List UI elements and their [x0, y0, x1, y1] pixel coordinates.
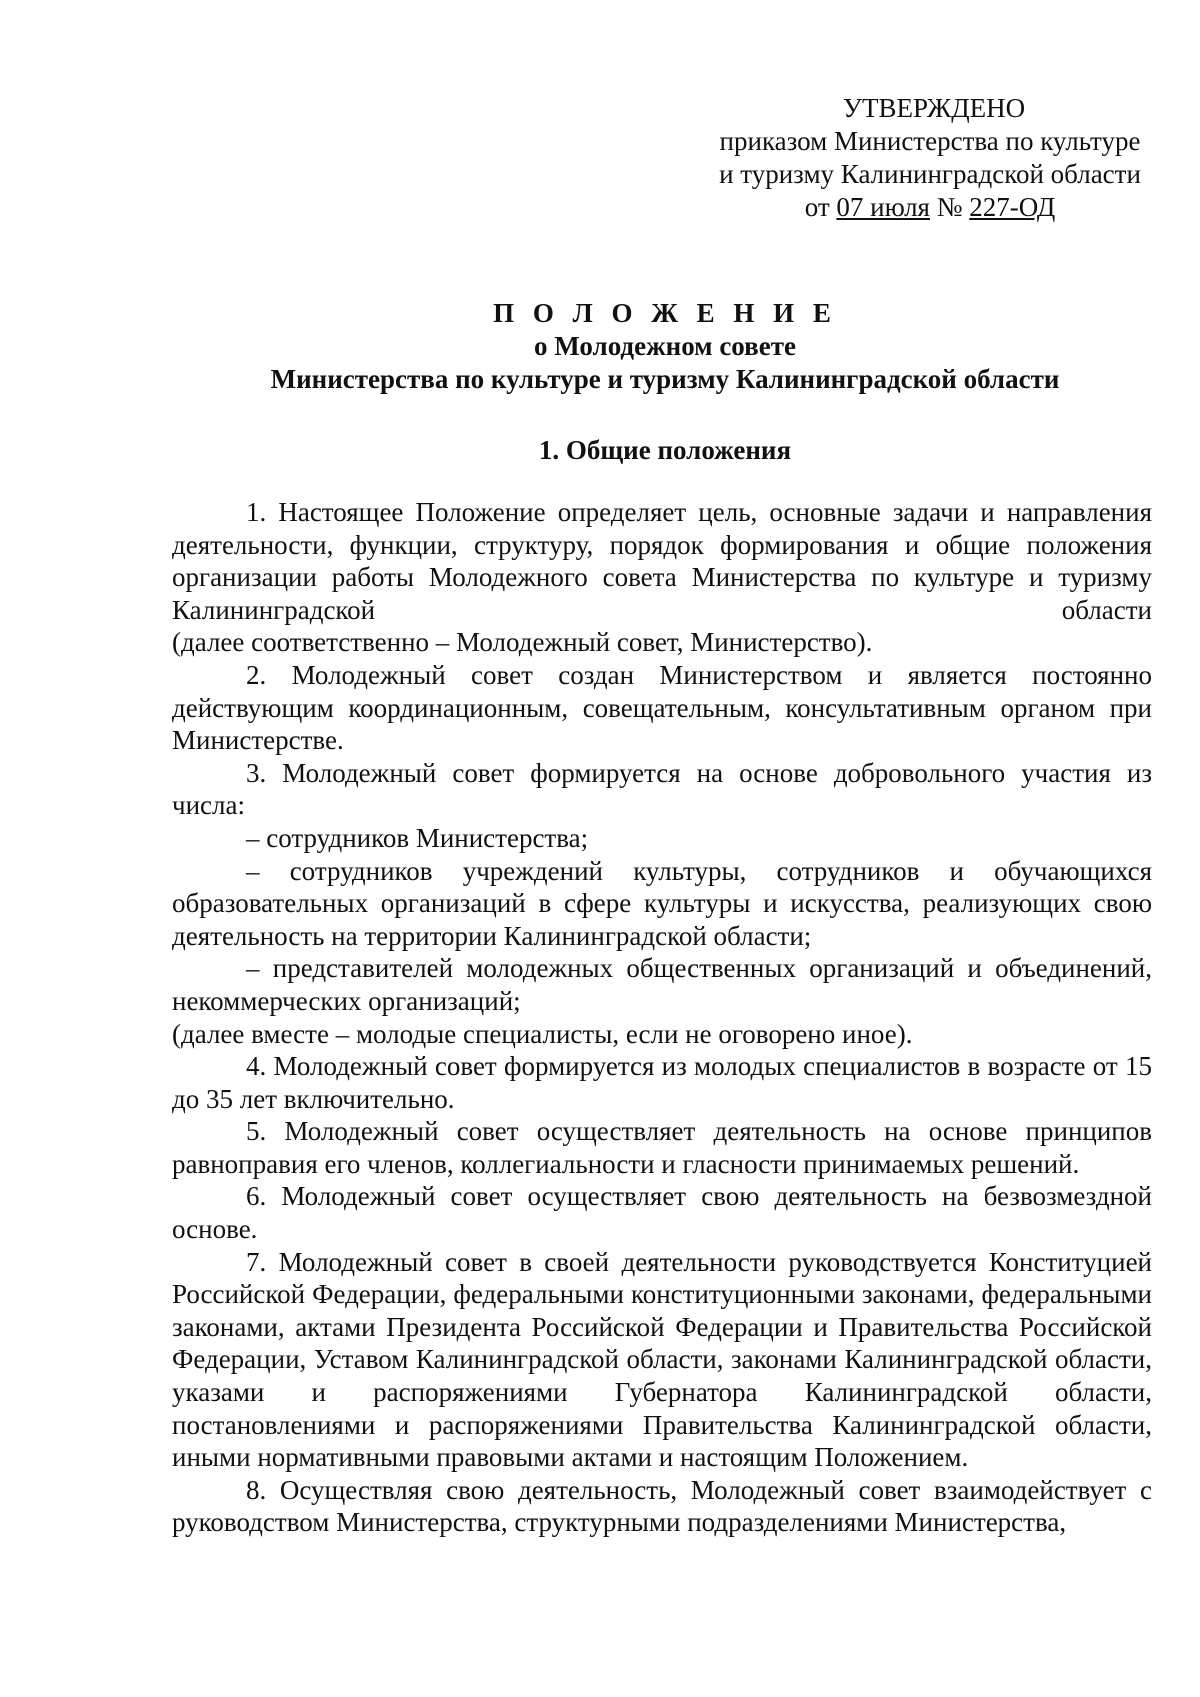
- paragraph-5: 5. Молодежный совет осуществляет деятельность на основе принципов равноправия его членов, коллегиальности и гласности принимаемых решений.: [172, 1116, 1152, 1179]
- paragraph-4: 4. Молодежный совет формируется из молодых специалистов в возрасте от 15 до 35 лет включительно.: [172, 1051, 1152, 1114]
- document-title: П О Л О Ж Е Н И Е: [493, 298, 837, 328]
- approval-number: 227-ОД: [969, 192, 1056, 222]
- document-title-block: [0, 297, 1200, 396]
- approval-number-sign: №: [936, 192, 963, 222]
- paragraph-1-continuation: (далее соответственно – Молодежный совет, Министерство).: [172, 627, 873, 658]
- paragraph-2: 2. Молодежный совет создан Министерством и является постоянно действующим координационным, совещательным, консультативным органом при Министерстве.: [172, 659, 1152, 756]
- document-subtitle-1: о Молодежном совете: [534, 331, 796, 361]
- paragraph-7: 7. Молодежный совет в своей деятельности руководствуется Конституцией Российской Федерации, федеральными конституционными законами, федеральными законами, актами Президента Российской Федерации и Правительства Российской Федерации, Уставом Калининградской области, законами Калининградской области, указами и распоряжениями Губернатора Калининградской области, постановлениями и распоряжениями Правительства Калининградской области, иными нормативными правовыми актами и настоящим Положением.: [172, 1246, 1152, 1473]
- list-item-ministry-staff: – сотрудников Министерства;: [246, 822, 589, 853]
- approval-line-2: и туризму Калининградской области: [719, 159, 1141, 189]
- paragraph-8: 8. Осуществляя свою деятельность, Молодежный совет взаимодействует с руководством Министерства, структурными подразделениями Министерства,: [172, 1474, 1152, 1538]
- section-heading: 1. Общие положения: [538, 435, 792, 465]
- section-body: [172, 496, 1152, 1539]
- document-subtitle-2: Министерства по культуре и туризму Калининградской области: [270, 364, 1060, 394]
- approval-stamp: [690, 92, 1170, 224]
- approval-line-1: приказом Министерства по культуре: [719, 126, 1141, 156]
- paragraph-1: 1. Настоящее Положение определяет цель, основные задачи и направления деятельности, функции, структуру, порядок формирования и общие положения организации работы Молодежного совета Министерства по культуре и туризму Калининградской области: [172, 497, 1152, 625]
- approval-date: 07 июля: [836, 192, 930, 222]
- paragraph-3: 3. Молодежный совет формируется на основе добровольного участия из числа:: [172, 757, 1152, 821]
- paragraph-6: 6. Молодежный совет осуществляет свою деятельность на безвозмездной основе.: [172, 1181, 1152, 1245]
- approval-title: УТВЕРЖДЕНО: [842, 93, 1026, 123]
- list-item-culture-staff: – сотрудников учреждений культуры, сотрудников и обучающихся образовательных организаций в сфере культуры и искусства, реализующих свою деятельность на территории Калининградской области;: [172, 855, 1152, 951]
- list-note: (далее вместе – молодые специалисты, если не оговорено иное).: [172, 1018, 913, 1049]
- approval-date-prefix: от: [804, 192, 830, 222]
- list-item-youth-organizations: – представителей молодежных общественных организаций и объединений, некоммерческих организаций;: [172, 953, 1152, 1016]
- approval-date-line: [690, 191, 1170, 224]
